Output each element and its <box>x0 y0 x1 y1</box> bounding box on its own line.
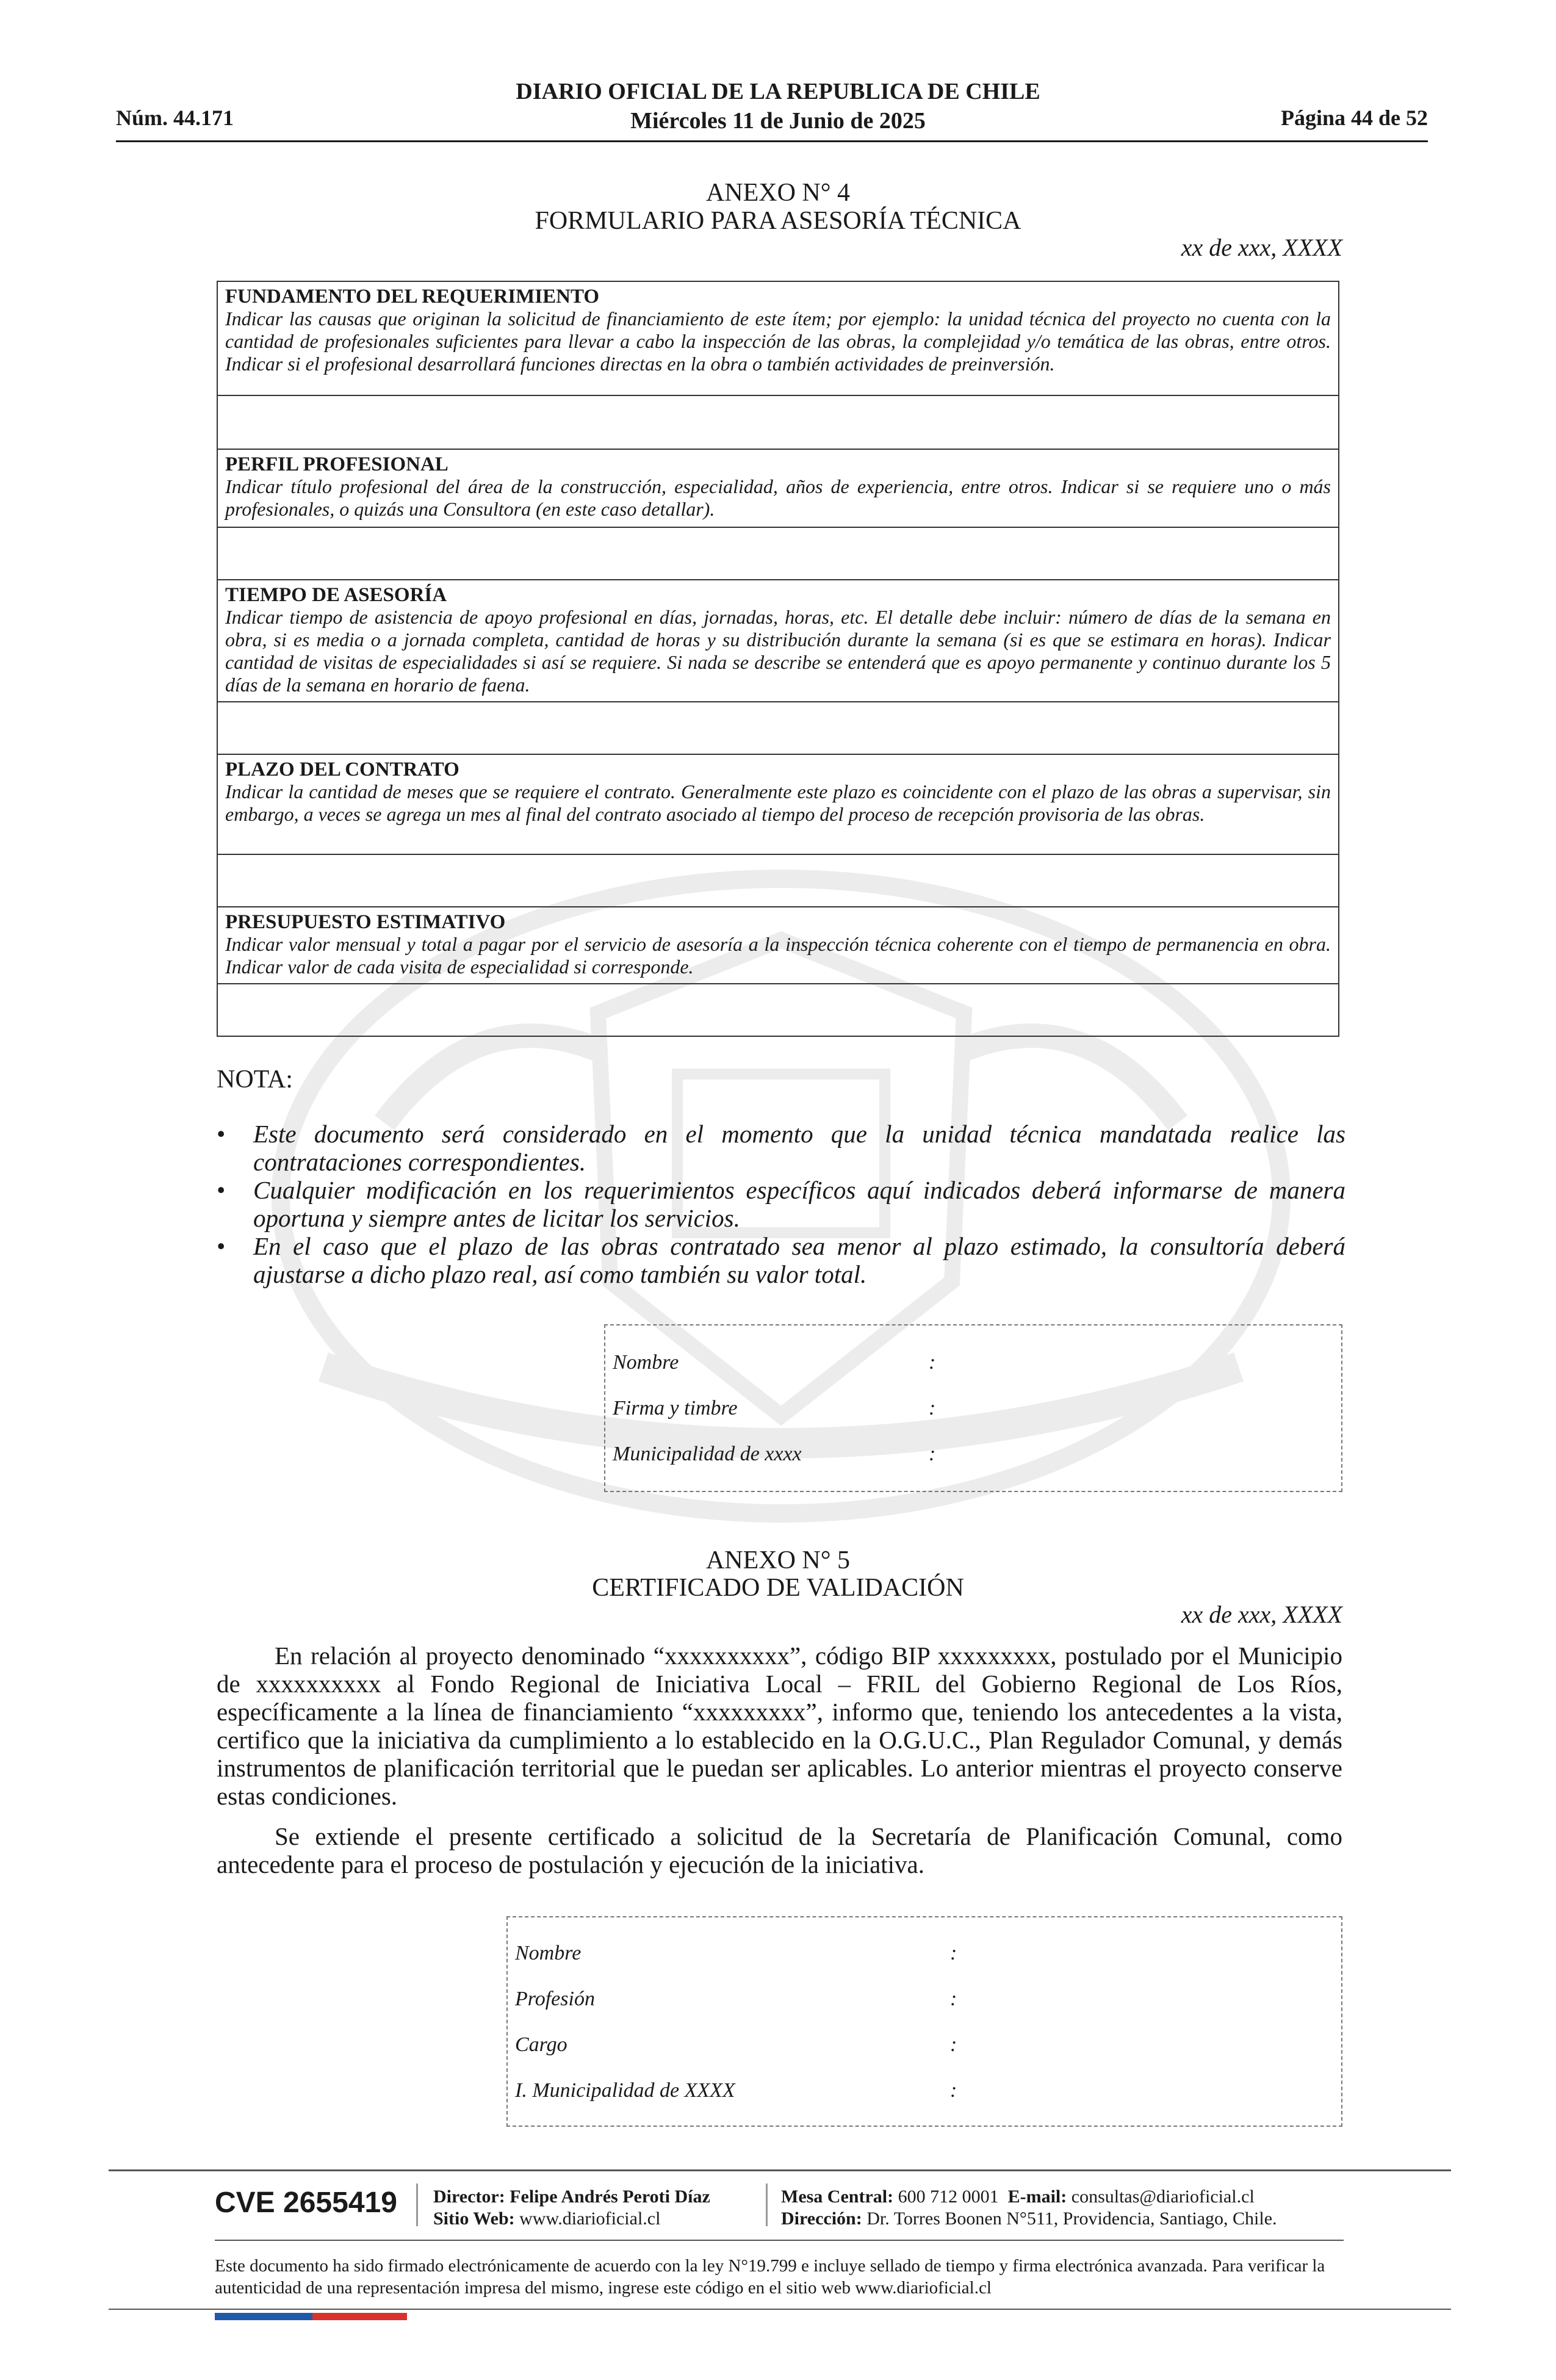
list-item <box>217 1232 1345 1288</box>
section-description: Indicar título profesional del área de la construcción, especialidad, años de experiencia, entre otros. Indicar si se requiere uno o más profesionales, o quizás una Consultora (en este caso detallar). <box>225 475 1331 520</box>
bullet-icon: • <box>217 1120 226 1148</box>
form-input-area[interactable] <box>218 984 1338 1036</box>
page-indicator: Página 44 de 52 <box>1280 106 1428 130</box>
section-title: FUNDAMENTO DEL REQUERIMIENTO <box>225 286 600 308</box>
certificate-body <box>217 1642 1342 1891</box>
header-divider <box>116 140 1428 142</box>
cve-code: CVE 2655419 <box>215 2187 397 2219</box>
list-item <box>217 1120 1345 1176</box>
annex4-date: xx de xxx, XXXX <box>1181 234 1342 261</box>
annex5-subtitle: CERTIFICADO DE VALIDACIÓN <box>592 1574 964 1602</box>
form-input-area[interactable] <box>218 396 1338 450</box>
signature-field-colon: : <box>950 1942 957 1964</box>
form-section-header <box>218 755 1338 855</box>
email-label: E-mail: <box>1007 2187 1067 2207</box>
address-label: Dirección: <box>781 2209 862 2229</box>
footer-separator <box>416 2183 418 2226</box>
publication-title: DIARIO OFICIAL DE LA REPUBLICA DE CHILE <box>516 79 1040 104</box>
annex5-date: xx de xxx, XXXX <box>1181 1601 1342 1628</box>
form-section-header <box>218 580 1338 702</box>
signature-field-colon: : <box>950 2079 957 2102</box>
signature-field-label: I. Municipalidad de XXXX <box>515 2079 735 2102</box>
section-description: Indicar las causas que originan la solicitud de financiamiento de este ítem; por ejemplo: la unidad técnica del proyecto no cuenta con la cantidad de profesionales suficientes para llevar a cabo la inspección de las obras, la complejidad y/o temática de las obras, entre otros. Indicar si el profesional desarrollará funciones directas en la obra o también actividades de preinversión. <box>225 308 1331 375</box>
signature-box <box>604 1324 1342 1492</box>
signature-field-colon: : <box>929 1397 936 1419</box>
bullet-icon: • <box>217 1176 226 1204</box>
site-link[interactable]: www.diarioficial.cl <box>519 2209 661 2229</box>
section-title: PLAZO DEL CONTRATO <box>225 759 459 781</box>
footer-director-block <box>433 2186 710 2230</box>
director-name: Felipe Andrés Peroti Díaz <box>510 2187 710 2207</box>
bullet-icon: • <box>217 1232 226 1260</box>
list-item <box>217 1176 1345 1232</box>
section-title: PERFIL PROFESIONAL <box>225 453 448 475</box>
signature-field-label: Firma y timbre <box>613 1397 738 1419</box>
form-section-header <box>218 282 1338 396</box>
signature-box <box>506 1916 1342 2127</box>
footer-divider <box>215 2240 1344 2241</box>
form-input-area[interactable] <box>218 855 1338 907</box>
signature-field-label: Nombre <box>613 1351 679 1374</box>
signature-field-label: Cargo <box>515 2033 567 2056</box>
form-input-area[interactable] <box>218 528 1338 580</box>
section-description: Indicar valor mensual y total a pagar por el servicio de asesoría a la inspección técnica coherente con el tiempo de permanencia en obra. Indicar valor de cada visita de especialidad si corresponde. <box>225 933 1331 978</box>
section-title: PRESUPUESTO ESTIMATIVO <box>225 911 506 933</box>
signature-field-colon: : <box>950 2033 957 2056</box>
publication-header <box>366 77 1190 135</box>
publication-date: Miércoles 11 de Junio de 2025 <box>630 108 926 134</box>
footer-contact-block <box>781 2186 1277 2230</box>
form-input-area[interactable] <box>218 702 1338 755</box>
footer-divider <box>109 2169 1451 2171</box>
legal-notice: Este documento ha sido firmado electrónicamente de acuerdo con la ley N°19.799 e incluye sellado de tiempo y firma electrónica avanzada. Para verificar la autenticidad de una representación impresa del mismo, ingrese este código en el sitio web www.diarioficial.cl <box>215 2256 1325 2298</box>
email-link[interactable]: consultas@diarioficial.cl <box>1071 2187 1255 2207</box>
signature-field-colon: : <box>929 1351 936 1374</box>
footer-divider <box>109 2309 1451 2310</box>
annex5-title: ANEXO N° 5 <box>705 1546 851 1574</box>
phone-label: Mesa Central: <box>781 2187 894 2207</box>
form-section-header <box>218 450 1338 528</box>
address-value: Dr. Torres Boonen N°511, Providencia, Santiago, Chile. <box>866 2209 1277 2229</box>
issue-number: Núm. 44.171 <box>116 106 234 130</box>
signature-field-label: Municipalidad de xxxx <box>613 1443 802 1465</box>
signature-field-colon: : <box>929 1443 936 1465</box>
certificate-paragraph: En relación al proyecto denominado “xxxxxxxxxx”, código BIP xxxxxxxxx, postulado por el Municipio de xxxxxxxxxx al Fondo Regional de Iniciativa Local – FRIL del Gobierno Regional de Los Ríos, específicamente a la línea de financiamiento “xxxxxxxxx”, informo que, teniendo los antecedentes a la vista, certifico que la iniciativa da cumplimiento a lo establecido en la O.G.U.C., Plan Regulador Comunal, y demás instrumentos de planificación territorial que le puedan ser aplicables. Lo anterior mientras el proyecto conserve estas condiciones. <box>217 1642 1342 1810</box>
footer-separator <box>766 2183 768 2226</box>
advisory-form-table <box>217 281 1339 1037</box>
director-label: Director: <box>433 2187 505 2207</box>
site-label: Sitio Web: <box>433 2209 515 2229</box>
note-text: En el caso que el plazo de las obras contratado sea menor al plazo estimado, la consultoría deberá ajustarse a dicho plazo real, así como también su valor total. <box>253 1232 1345 1288</box>
note-text: Este documento será considerado en el momento que la unidad técnica mandatada realice las contrataciones correspondientes. <box>253 1120 1345 1176</box>
flag-stripe-blue <box>215 2313 312 2320</box>
annex4-title: ANEXO N° 4 <box>705 179 851 207</box>
form-section-header <box>218 907 1338 984</box>
annex4-subtitle: FORMULARIO PARA ASESORÍA TÉCNICA <box>535 207 1021 235</box>
signature-field-colon: : <box>950 1988 957 2010</box>
phone-value: 600 712 0001 <box>898 2187 999 2207</box>
flag-stripe-red <box>312 2313 407 2320</box>
section-description: Indicar tiempo de asistencia de apoyo profesional en días, jornadas, horas, etc. El detalle debe incluir: número de días de la semana en obra, si es media o a jornada completa, cantidad de horas y su distribución durante la semana (si es que se estimara en horas). Indicar cantidad de visitas de especialidades si así se requiere. Si nada se describe se entenderá que es apoyo permanente y continuo durante los 5 días de la semana en horario de faena. <box>225 606 1331 696</box>
signature-field-label: Profesión <box>515 1988 595 2010</box>
signature-field-label: Nombre <box>515 1942 582 1964</box>
notes-list <box>217 1120 1345 1288</box>
section-description: Indicar la cantidad de meses que se requiere el contrato. Generalmente este plazo es coincidente con el plazo de las obras a supervisar, sin embargo, a veces se agrega un mes al final del contrato asociado al tiempo del proceso de recepción provisoria de las obras. <box>225 781 1331 825</box>
certificate-paragraph: Se extiende el presente certificado a solicitud de la Secretaría de Planificación Comunal, como antecedente para el proceso de postulación y ejecución de la iniciativa. <box>217 1822 1342 1878</box>
section-title: TIEMPO DE ASESORÍA <box>225 584 447 606</box>
nota-label: NOTA: <box>217 1066 293 1094</box>
note-text: Cualquier modificación en los requerimientos específicos aquí indicados deberá informarse de manera oportuna y siempre antes de licitar los servicios. <box>253 1176 1345 1232</box>
